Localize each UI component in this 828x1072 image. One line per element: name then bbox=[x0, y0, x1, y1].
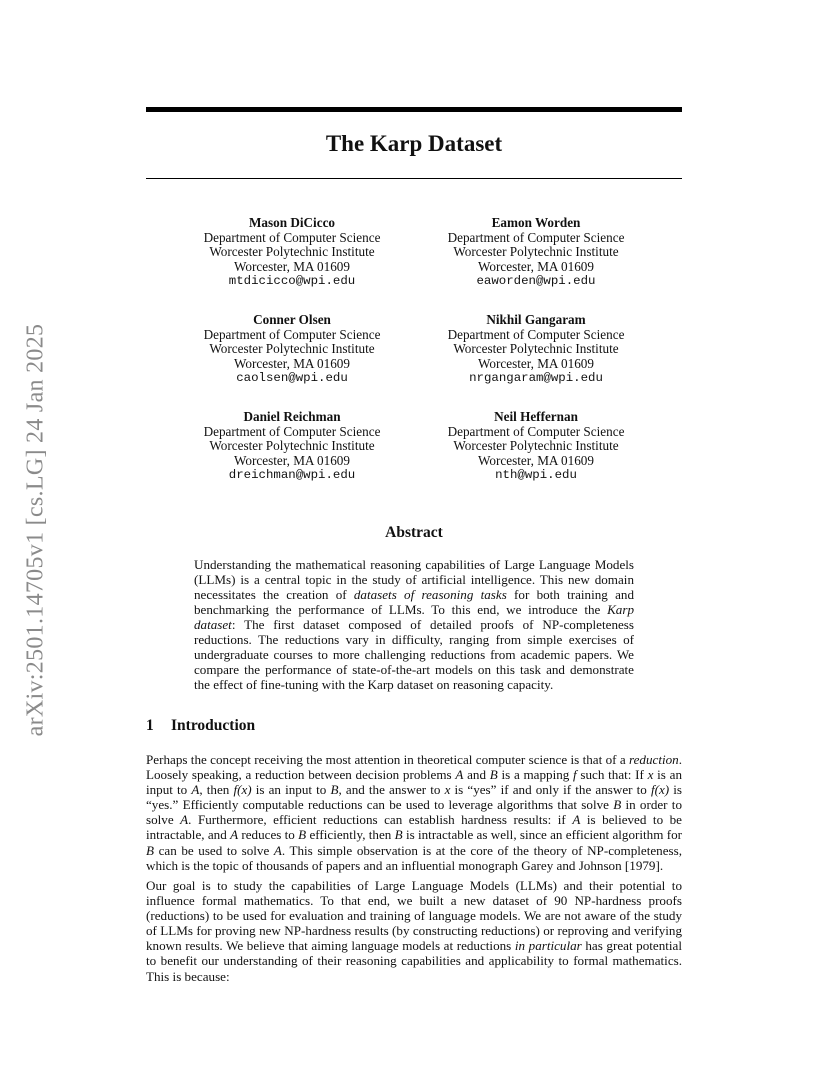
title-bottom-rule bbox=[146, 178, 682, 179]
author-department: Department of Computer Science bbox=[203, 326, 381, 342]
paragraph: Perhaps the concept receiving the most attention in theoretical computer science is that of a reduction. Loosely speaking, a reduction between decision problems A and B is a mapping f such that: If x is an input to A, then f(x) is an input to B, and the answer to x is “yes” if and only if the answer to f(x) is “yes.” Efficiently computable reductions can be used to leverage algorithms that solve B in order to solve A. Furthermore, efficient reductions can establish hardness results: if A is believed to be intractable, and A reduces to B efficiently, then B is intractable as well, since an efficient algorithm for B can be used to solve A. This simple observation is at the core of the theory of NP-completeness, which is the topic of thousands of papers and an influential monograph Garey and Johnson [1979]. bbox=[146, 752, 683, 873]
author-block bbox=[177, 410, 407, 483]
author-email[interactable]: nth@wpi.edu bbox=[495, 468, 577, 483]
author-block bbox=[177, 216, 407, 289]
author-name: Conner Olsen bbox=[253, 312, 331, 327]
author-address: Worcester, MA 01609 bbox=[234, 258, 350, 274]
emphasis: in particular bbox=[514, 938, 582, 954]
section-title: Introduction bbox=[171, 717, 256, 734]
author-email[interactable]: dreichman@wpi.edu bbox=[228, 468, 356, 483]
author-department: Department of Computer Science bbox=[203, 423, 381, 439]
author-name: Daniel Reichman bbox=[243, 409, 341, 424]
author-institution: Worcester Polytechnic Institute bbox=[453, 244, 619, 260]
author-name: Neil Heffernan bbox=[494, 409, 578, 424]
author-address: Worcester, MA 01609 bbox=[234, 355, 350, 371]
abstract-heading: Abstract bbox=[385, 524, 443, 541]
author-institution: Worcester Polytechnic Institute bbox=[453, 438, 619, 454]
arxiv-identifier: arXiv:2501.14705v1 [cs.LG] 24 Jan 2025 bbox=[22, 323, 49, 737]
author-institution: Worcester Polytechnic Institute bbox=[453, 341, 619, 357]
author-address: Worcester, MA 01609 bbox=[478, 355, 594, 371]
paper-title: The Karp Dataset bbox=[325, 131, 503, 156]
author-name: Mason DiCicco bbox=[248, 215, 336, 230]
author-email[interactable]: mtdicicco@wpi.edu bbox=[228, 274, 356, 289]
author-block bbox=[421, 410, 651, 483]
author-institution: Worcester Polytechnic Institute bbox=[209, 438, 375, 454]
emphasis: datasets of reasoning tasks bbox=[353, 587, 507, 602]
title-top-rule bbox=[146, 107, 682, 112]
author-address: Worcester, MA 01609 bbox=[478, 258, 594, 274]
author-department: Department of Computer Science bbox=[447, 423, 625, 439]
author-department: Department of Computer Science bbox=[447, 229, 625, 245]
author-department: Department of Computer Science bbox=[447, 326, 625, 342]
author-name: Eamon Worden bbox=[491, 215, 581, 230]
emphasis: Karp dataset bbox=[194, 602, 634, 632]
abstract-text: Understanding the mathematical reasoning capabilities of Large Language Models (LLMs) is a central topic in the study of artificial intelligence. This new domain necessitates the creation of datasets of reasoning tasks for both training and benchmarking the performance of LLMs. To this end, we introduce the Karp dataset: The first dataset composed of detailed proofs of NP-completeness reductions. The reductions vary in difficulty, ranging from simple exercises of undergraduate courses to more challenging reductions from academic papers. We compare the performance of state-of-the-art models on this task and demonstrate the effect of fine-tuning with the Karp dataset on reasoning capacity. bbox=[194, 557, 634, 692]
section-number: 1 bbox=[146, 717, 154, 734]
author-department: Department of Computer Science bbox=[203, 229, 381, 245]
author-block bbox=[421, 313, 651, 386]
emphasis: reduction bbox=[629, 752, 679, 767]
author-email[interactable]: caolsen@wpi.edu bbox=[236, 371, 348, 386]
section-heading bbox=[146, 717, 255, 735]
author-email[interactable]: eaworden@wpi.edu bbox=[476, 274, 596, 289]
author-name: Nikhil Gangaram bbox=[486, 312, 586, 327]
author-institution: Worcester Polytechnic Institute bbox=[209, 244, 375, 260]
author-block bbox=[421, 216, 651, 289]
author-email[interactable]: nrgangaram@wpi.edu bbox=[469, 371, 603, 386]
author-block bbox=[177, 313, 407, 386]
author-institution: Worcester Polytechnic Institute bbox=[209, 341, 375, 357]
author-address: Worcester, MA 01609 bbox=[234, 452, 350, 468]
paragraph: Our goal is to study the capabilities of Large Language Models (LLMs) and their potential to influence formal mathematics. To that end, we built a new dataset of 90 NP-hardness proofs (reductions) to be used for evaluation and training of language models. We are not aware of the study of LLMs for proving new NP-hardness results (by constructing reductions) or reproving and verifying known results. We believe that aiming language models at reductions in particular has great potential to benefit our understanding of their reasoning capabilities and applicability to formal mathematics. This is because: bbox=[146, 878, 683, 984]
author-address: Worcester, MA 01609 bbox=[478, 452, 594, 468]
